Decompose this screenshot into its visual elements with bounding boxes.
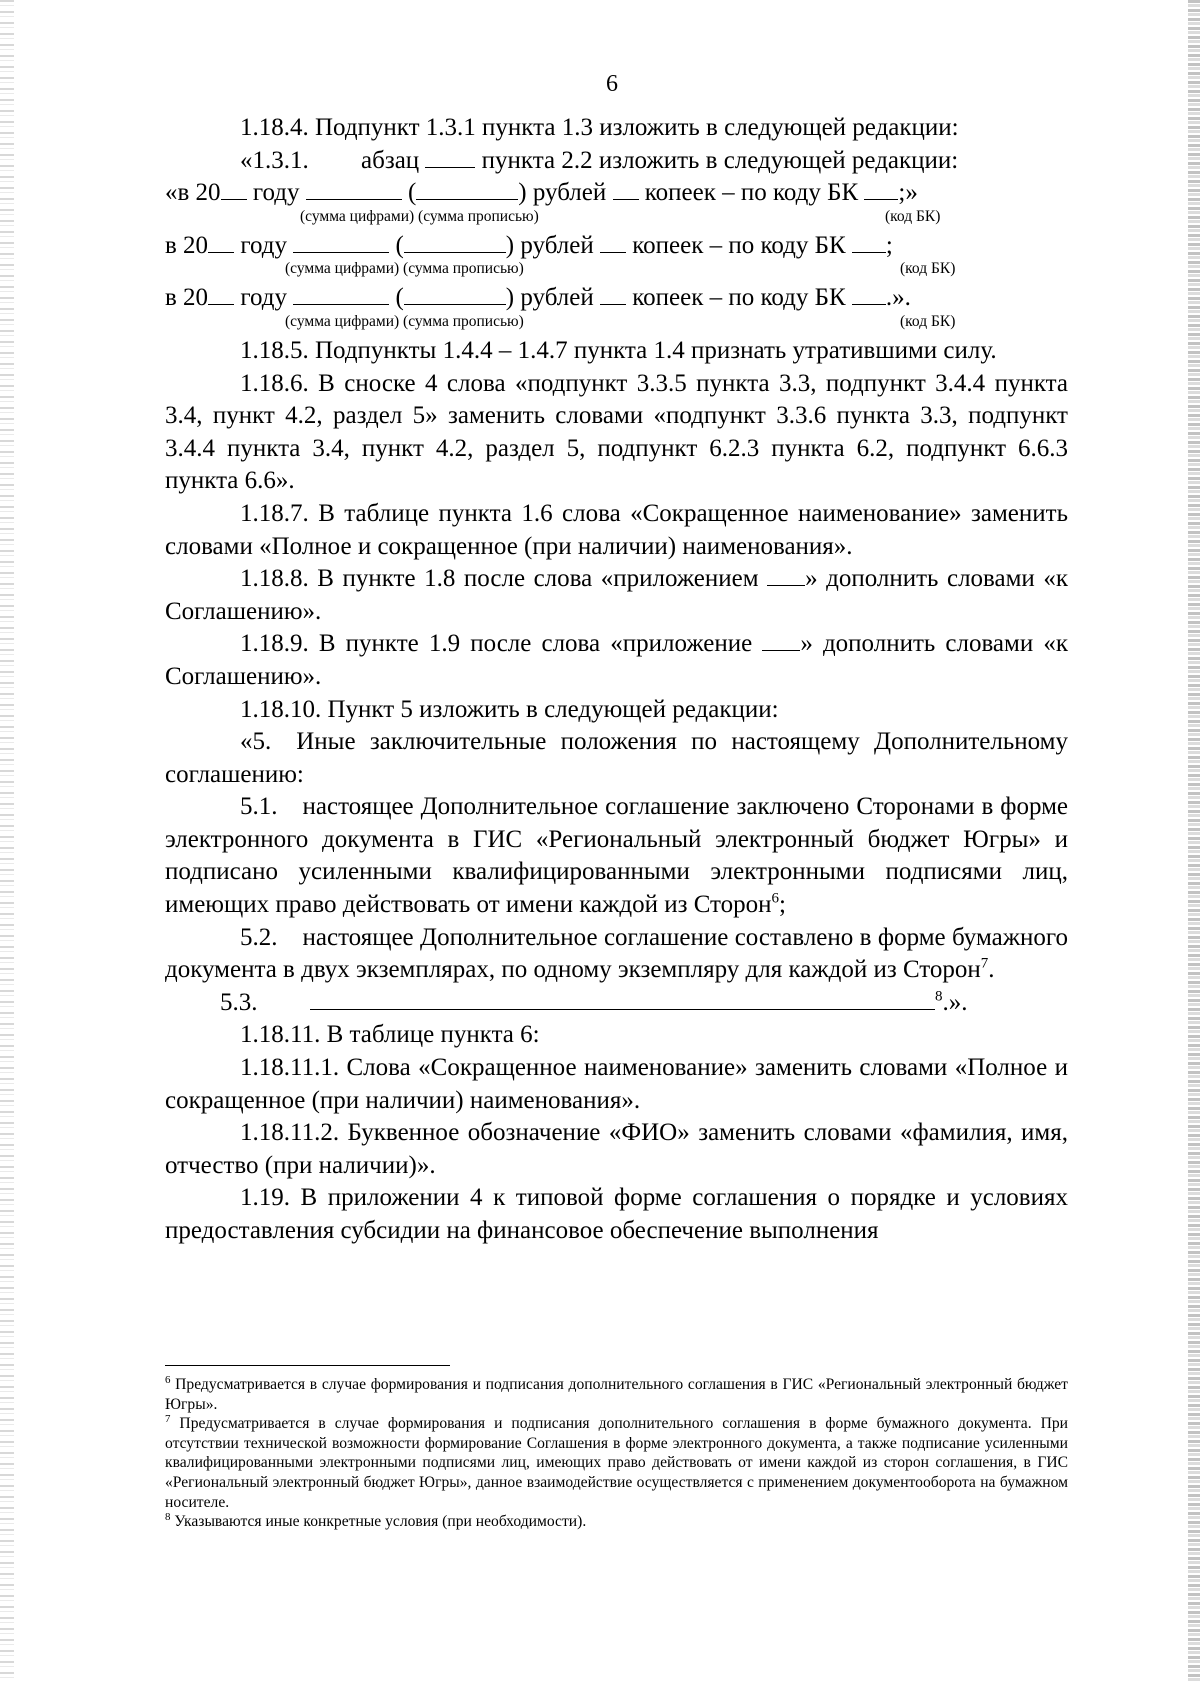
paragraph-1-18-8: 1.18.8. В пункте 1.8 после слова «приложением » дополнить словами «к Соглашению». [165,565,1068,625]
paragraph-5-3 [165,987,1068,1020]
budget-row-text: «в 20 году ( ) рублей копеек – по коду БК ;» [165,179,918,207]
caption-row [165,312,1068,335]
scan-edge-left [0,0,14,1681]
paragraph-1-18-9: 1.18.9. В пункте 1.9 после слова «приложение » дополнить словами «к Соглашению». [165,630,1068,690]
paragraph-text: $^8$.». [310,987,968,1020]
page-number: 6 [606,71,618,97]
footnote-ref: 7 [980,955,989,972]
paragraph-1-18-10: 1.18.10. Пункт 5 изложить в следующей редакции: [240,695,779,723]
paragraph-1-18-11-2: 1.18.11.2. Буквенное обозначение «ФИО» заменить словами «фамилия, имя, отчество (при наличии)». [165,1119,1068,1179]
caption-sum: (сумма цифрами) (сумма прописью) [300,207,539,225]
caption-sum: (сумма цифрами) (сумма прописью) [285,312,524,330]
caption-bk: (код БК) [900,260,956,278]
paragraph-1-18-5: 1.18.5. Подпункты 1.4.4 – 1.4.7 пункта 1.4 признать утратившими силу. [240,336,997,364]
budget-row [165,282,1068,315]
paragraph-1-18-7: 1.18.7. В таблице пункта 1.6 слова «Сокращенное наименование» заменить словами «Полное и сокращенное (при наличии) наименования». [165,499,1068,560]
paragraph-1-18-4: 1.18.4. Подпункт 1.3.1 пункта 1.3 изложить в следующей редакции: [240,114,959,141]
budget-row-text: в 20 году ( ) рублей копеек – по коду БК ; [165,231,893,259]
footnote: $^7$ Предусматривается в случае формирования и подписания дополнительного соглашения в форме бумажного документа. При отсутствии технической возможности формирование Соглашения в форме электронного документа, а также подписание усиленными квалифицированными электронными подписями лиц, имеющих право действовать от имени каждой из сторон соглашения, в ГИС «Региональный электронный бюджет Югры», данное взаимодействие осуществляется с применением документооборота на бумажном носителе. [165,1413,1068,1511]
caption-bk: (код БК) [885,207,941,225]
budget-row [165,177,1068,210]
paragraph-1-18-11: 1.18.11. В таблице пункта 6: [240,1021,540,1049]
caption-sum: (сумма цифрами) (сумма прописью) [285,260,524,278]
scan-edge-right [1188,0,1200,1681]
paragraph-text: абзац пункта 2.2 изложить в следующей редакции: [361,146,959,174]
caption-row [165,207,1068,230]
caption-row [165,262,1068,282]
footnote-ref: 8 [935,988,943,1005]
footnote-separator [165,1365,450,1366]
caption-bk: (код БК) [900,312,956,330]
paragraph-5-2: 5.2. настоящее Дополнительное соглашение составлено в форме бумажного документа в двух экземплярах, по одному экземпляру для каждой из Сторон$^7$. [165,923,1068,984]
footnote: $^6$ Предусматривается в случае формирования и подписания дополнительного соглашения в ГИС «Региональный электронный бюджет Югры». [165,1373,1068,1413]
paragraph-5-1: 5.1. настоящее Дополнительное соглашение заключено Сторонами в форме электронного документа в ГИС «Региональный электронный бюджет Югры» и подписано усиленными квалифицированными электронными подписями лиц, имеющих право действовать от имени каждой из Сторон$^6$; [165,793,1068,919]
paragraph-1-18-6: 1.18.6. В сноске 4 слова «подпункт 3.3.5 пункта 3.3, подпункт 3.4.4 пункта 3.4, пункт 4.2, раздел 5» заменить словами «подпункт 3.3.6 пункта 3.3, подпункт 3.4.4 пункта 3.4, пункт 4.2, раздел 5, подпункт 6.2.3 пункта 6.2, подпункт 6.6.3 пункта 6.6». [165,369,1068,495]
item-number: «1.3.1. [240,146,309,174]
footnote: $^8$ Указываются иные конкретные условия (при необходимости). [165,1510,587,1531]
paragraph-1-19: 1.19. В приложении 4 к типовой форме соглашения о порядке и условиях предоставления субсидии на финансовое обеспечение выполнения [165,1184,1068,1244]
footnote-ref: 6 [771,890,780,907]
document-body [165,112,1068,1248]
budget-row [165,230,1068,263]
paragraph-1-18-11-1: 1.18.11.1. Слова «Сокращенное наименование» заменить словами «Полное и сокращенное (при наличии) наименования». [165,1054,1068,1114]
item-number: 5.3. [220,988,258,1016]
paragraph-1-3-1 [165,145,1068,178]
footnotes [165,1375,1068,1532]
paragraph-5: «5. Иные заключительные положения по настоящему Дополнительному соглашению: [165,728,1068,788]
budget-row-text: в 20 году ( ) рублей копеек – по коду БК .». [165,284,911,312]
